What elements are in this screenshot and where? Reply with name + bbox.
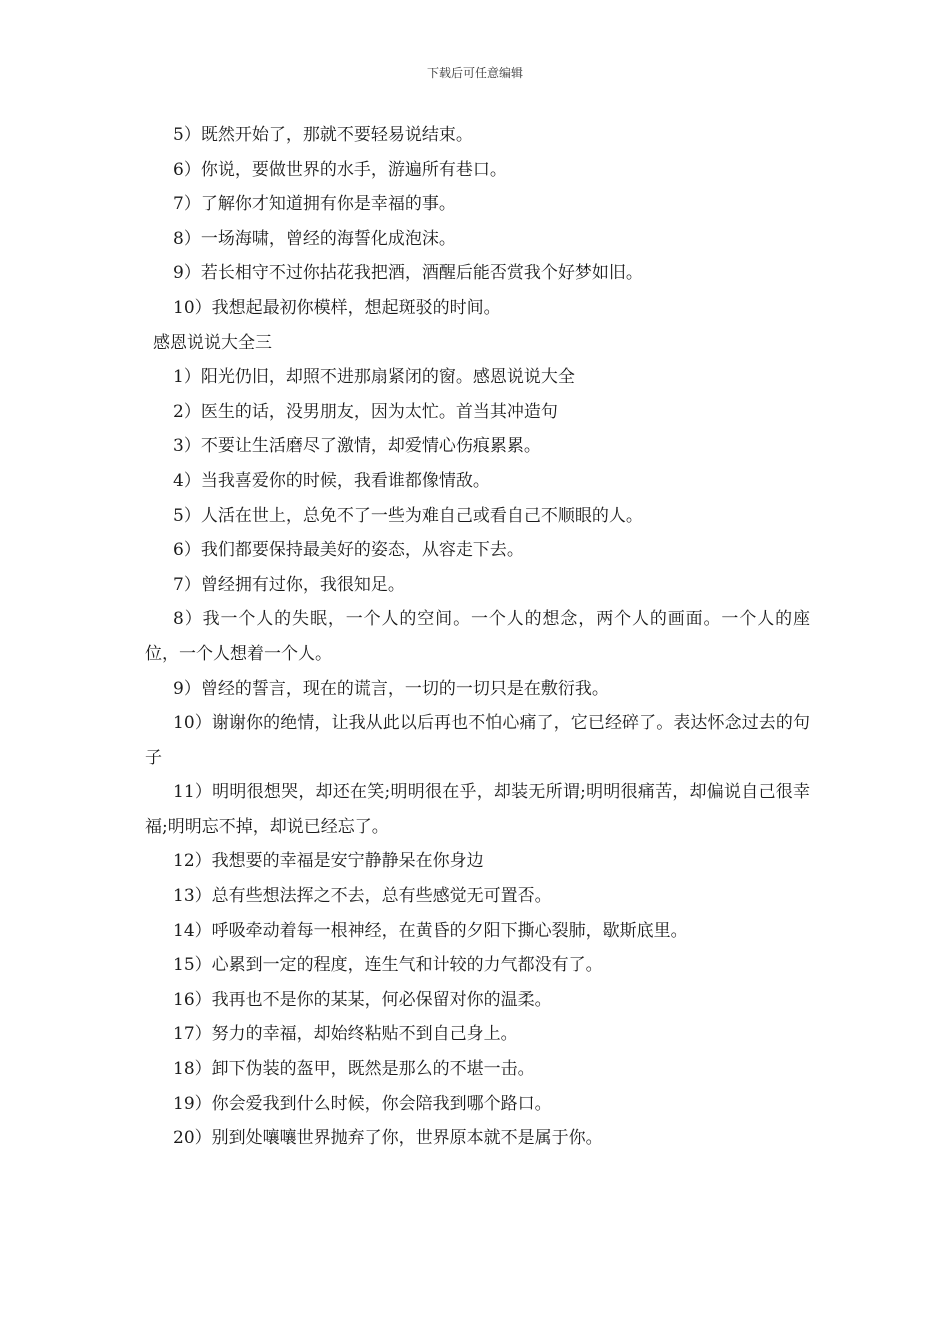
list-item: 3）不要让生活磨尽了激情，却爱情心伤痕累累。 xyxy=(173,436,541,457)
list-item: 16）我再也不是你的某某，何必保留对你的温柔。 xyxy=(173,989,552,1010)
section-heading: 感恩说说大全三 xyxy=(153,332,272,353)
list-item: 8）我一个人的失眠，一个人的空间。一个人的想念，两个人的画面。一个人的座位，一个人想着一个人。 xyxy=(145,609,810,664)
list-item: 9）曾经的誓言，现在的谎言，一切的一切只是在敷衍我。 xyxy=(173,678,609,699)
list-item: 4）当我喜爱你的时候，我看谁都像情敌。 xyxy=(173,470,490,491)
list-item: 18）卸下伪装的盔甲，既然是那么的不堪一击。 xyxy=(173,1059,535,1080)
list-item: 9）若长相守不过你拈花我把酒，酒醒后能否赏我个好梦如旧。 xyxy=(173,263,643,284)
list-item: 12）我想要的幸福是安宁静静呆在你身边 xyxy=(173,851,484,872)
list-item: 15）心累到一定的程度，连生气和计较的力气都没有了。 xyxy=(173,955,603,976)
list-item: 20）别到处嚷嚷世界抛弃了你，世界原本就不是属于你。 xyxy=(173,1128,603,1149)
list-item: 10）我想起最初你模样，想起斑驳的时间。 xyxy=(173,297,501,318)
list-item: 6）你说，要做世界的水手，游遍所有巷口。 xyxy=(173,159,507,180)
list-item: 13）总有些想法挥之不去，总有些感觉无可置否。 xyxy=(173,886,552,907)
list-item: 7）了解你才知道拥有你是幸福的事。 xyxy=(173,194,456,215)
list-item: 5）人活在世上，总免不了一些为难自己或看自己不顺眼的人。 xyxy=(173,505,643,526)
page-header: 下载后可任意编辑 xyxy=(426,66,523,80)
list-item: 1）阳光仍旧，却照不进那扇紧闭的窗。感恩说说大全 xyxy=(173,367,575,388)
list-item: 7）曾经拥有过你，我很知足。 xyxy=(173,574,405,595)
list-item: 11）明明很想哭，却还在笑;明明很在乎，却装无所谓;明明很痛苦，却偏说自己很幸福;明明忘不掉，却说已经忘了。 xyxy=(145,782,810,837)
list-item: 5）既然开始了，那就不要轻易说结束。 xyxy=(173,125,473,145)
list-item: 10）谢谢你的绝情，让我从此以后再也不怕心痛了，它已经碎了。表达怀念过去的句子 xyxy=(145,713,810,768)
list-item: 2）医生的话，没男朋友，因为太忙。首当其冲造句 xyxy=(173,401,558,422)
list-item: 19）你会爱我到什么时候，你会陪我到哪个路口。 xyxy=(173,1093,552,1114)
list-item: 17）努力的幸福，却始终粘贴不到自己身上。 xyxy=(173,1024,518,1045)
list-item: 6）我们都要保持最美好的姿态，从容走下去。 xyxy=(173,540,524,561)
list-item: 14）呼吸牵动着每一根神经，在黄昏的夕阳下撕心裂肺，歇斯底里。 xyxy=(173,920,688,941)
list-item: 8）一场海啸，曾经的海誓化成泡沫。 xyxy=(173,228,456,249)
document-body xyxy=(145,118,810,1156)
